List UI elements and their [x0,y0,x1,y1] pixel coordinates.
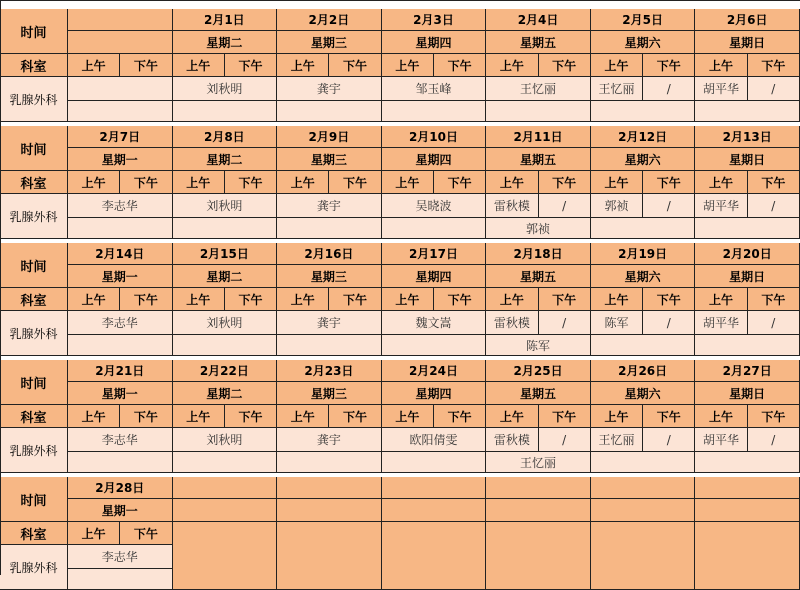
doctor-name: 刘秋明 [173,194,278,218]
doctor-name: 龚宇 [277,311,382,335]
doctor-name: 邹玉峰 [382,77,487,101]
pm-label: 下午 [748,405,800,428]
weekday-cell: 星期一 [68,148,173,171]
weekday-cell: 星期六 [591,31,696,54]
pm-label: 下午 [329,288,381,311]
empty-cell [277,335,382,356]
pm-label: 下午 [643,288,695,311]
empty-cell [695,218,800,239]
am-label: 上午 [695,171,747,194]
doctor-name: 欧阳倩雯 [382,428,487,452]
weekday-cell: 星期六 [591,382,696,405]
doctor-name-am: 胡平华 [695,77,747,101]
weekday-cell: 星期四 [382,148,487,171]
pm-label: 下午 [643,405,695,428]
am-label: 上午 [173,405,225,428]
date-cell: 2月1日 [173,9,278,31]
am-label: 上午 [277,54,329,77]
am-label: 上午 [68,288,120,311]
pm-label: 下午 [643,54,695,77]
doctor-name: 李志华 [68,194,173,218]
am-label: 上午 [382,288,434,311]
empty-cell [173,218,278,239]
empty-cell [277,218,382,239]
weekday-cell: 星期日 [695,31,800,54]
slash-pm: / [643,194,695,218]
department-label: 科室 [0,288,68,311]
empty-cell [486,101,591,122]
doctor-name: 龚宇 [277,77,382,101]
date-cell: 2月3日 [382,9,487,31]
doctor-name-am: 胡平华 [695,428,747,452]
doctor-name-am: 雷秋模 [486,194,538,218]
am-label: 上午 [382,405,434,428]
date-cell: 2月11日 [486,126,591,148]
date-cell: 2月14日 [68,243,173,265]
date-cell: 2月20日 [695,243,800,265]
am-label: 上午 [68,171,120,194]
weekday-cell: 星期四 [382,382,487,405]
am-label: 上午 [695,288,747,311]
department-name: 乳腺外科 [0,311,68,356]
slash-pm: / [539,194,591,218]
weekday-cell: 星期四 [382,265,487,288]
am-label: 上午 [173,288,225,311]
empty-cell [382,335,487,356]
pm-label: 下午 [434,288,486,311]
slash-pm: / [643,311,695,335]
date-cell: 2月19日 [591,243,696,265]
pm-label: 下午 [539,171,591,194]
pm-label: 下午 [434,54,486,77]
slash-pm: / [539,311,591,335]
blank-cell [591,499,696,522]
empty-cell [382,101,487,122]
doctor-name: 李志华 [68,311,173,335]
empty-cell [591,335,696,356]
empty-cell [695,335,800,356]
doctor-name-am: 雷秋模 [486,311,538,335]
slash-pm: / [643,428,695,452]
weekday-cell: 星期五 [486,265,591,288]
doctor-name-am: 王忆丽 [591,77,643,101]
blank-cell [173,477,278,499]
pm-label: 下午 [434,171,486,194]
empty-cell [277,101,382,122]
pm-label: 下午 [748,171,800,194]
time-label: 时间 [0,126,68,171]
date-cell: 2月28日 [68,477,173,499]
pm-label: 下午 [434,405,486,428]
am-label: 上午 [486,54,538,77]
date-cell: 2月17日 [382,243,487,265]
pm-label: 下午 [643,171,695,194]
empty-cell [68,101,173,122]
date-cell: 2月5日 [591,9,696,31]
doctor-name-am: 陈军 [591,311,643,335]
date-cell: 2月9日 [277,126,382,148]
empty-cell [68,335,173,356]
slash-pm: / [539,428,591,452]
pm-label: 下午 [225,54,277,77]
department-name: 乳腺外科 [0,428,68,473]
date-cell: 2月16日 [277,243,382,265]
am-label: 上午 [486,405,538,428]
weekday-cell: 星期三 [277,382,382,405]
am-label: 上午 [486,288,538,311]
weekday-cell: 星期六 [591,265,696,288]
empty-cell [591,218,696,239]
slash-pm: / [748,311,800,335]
doctor-name: 刘秋明 [173,428,278,452]
am-label: 上午 [277,288,329,311]
am-label: 上午 [173,171,225,194]
am-label: 上午 [591,171,643,194]
date-cell: 2月6日 [695,9,800,31]
weekday-cell: 星期三 [277,148,382,171]
am-label: 上午 [277,171,329,194]
date-cell: 2月8日 [173,126,278,148]
blank-cell [277,477,382,499]
pm-label: 下午 [539,288,591,311]
am-label: 上午 [591,288,643,311]
pm-label: 下午 [225,405,277,428]
department-name: 乳腺外科 [0,194,68,239]
am-label: 上午 [695,405,747,428]
doctor-name: 魏文嵩 [382,311,487,335]
pm-label: 下午 [329,54,381,77]
empty-cell [173,101,278,122]
doctor-name-am: 王忆丽 [591,428,643,452]
am-label: 上午 [68,54,120,77]
weekday-cell: 星期六 [591,148,696,171]
am-label: 上午 [68,405,120,428]
empty-cell [68,452,173,473]
empty-cell [173,452,278,473]
weekday-cell: 星期一 [68,499,173,522]
blank-cell [695,477,800,499]
date-cell: 2月12日 [591,126,696,148]
doctor-name: 陈军 [486,335,591,356]
pm-label: 下午 [748,54,800,77]
department-name: 乳腺外科 [0,77,68,122]
pm-label: 下午 [225,288,277,311]
date-cell: 2月18日 [486,243,591,265]
weekday-cell: 星期二 [173,382,278,405]
am-label: 上午 [68,522,120,545]
doctor-name: 李志华 [68,428,173,452]
department-label: 科室 [0,522,68,545]
slash-pm: / [748,77,800,101]
blank-cell [382,477,487,499]
weekday-cell: 星期五 [486,382,591,405]
doctor-name: 郭祯 [486,218,591,239]
empty-cell [695,101,800,122]
time-label: 时间 [0,360,68,405]
doctor-name-am: 胡平华 [695,311,747,335]
pm-label: 下午 [748,288,800,311]
pm-label: 下午 [225,171,277,194]
am-label: 上午 [695,54,747,77]
pm-label: 下午 [329,171,381,194]
blank-cell [173,499,278,522]
slash-pm: / [643,77,695,101]
blank-cell [486,477,591,499]
empty-cell [382,218,487,239]
department-label: 科室 [0,171,68,194]
pm-label: 下午 [120,522,172,545]
weekday-cell: 星期五 [486,148,591,171]
date-cell: 2月22日 [173,360,278,382]
department-label: 科室 [0,54,68,77]
pm-label: 下午 [120,405,172,428]
date-cell: 2月26日 [591,360,696,382]
pm-label: 下午 [539,54,591,77]
empty-cell [695,452,800,473]
date-cell: 2月27日 [695,360,800,382]
weekday-cell: 星期日 [695,265,800,288]
am-label: 上午 [382,171,434,194]
pm-label: 下午 [120,54,172,77]
slash-pm: / [748,194,800,218]
weekday-cell: 星期三 [277,31,382,54]
pm-label: 下午 [539,405,591,428]
pm-label: 下午 [329,405,381,428]
slash-pm: / [748,428,800,452]
empty-cell [277,452,382,473]
doctor-name: 王忆丽 [486,77,591,101]
doctor-name: 龚宇 [277,194,382,218]
date-cell: 2月24日 [382,360,487,382]
weekday-cell: 星期一 [68,265,173,288]
date-cell: 2月2日 [277,9,382,31]
blank-cell [695,499,800,522]
department-name: 乳腺外科 [0,545,68,590]
date-cell: 2月15日 [173,243,278,265]
empty-cell [591,101,696,122]
date-cell: 2月10日 [382,126,487,148]
doctor-name: 吴晓波 [382,194,487,218]
doctor-name: 龚宇 [277,428,382,452]
doctor-name-am: 雷秋模 [486,428,538,452]
date-cell: 2月23日 [277,360,382,382]
blank-cell [68,31,173,54]
weekday-cell: 星期三 [277,265,382,288]
empty-cell [382,452,487,473]
doctor-name: 刘秋明 [173,77,278,101]
date-cell: 2月13日 [695,126,800,148]
weekday-cell: 星期二 [173,148,278,171]
blank-cell [68,9,173,31]
weekday-cell: 星期五 [486,31,591,54]
blank-cell [382,499,487,522]
empty-cell [173,335,278,356]
date-cell: 2月25日 [486,360,591,382]
time-label: 时间 [0,9,68,54]
time-label: 时间 [0,477,68,522]
date-cell: 2月21日 [68,360,173,382]
am-label: 上午 [382,54,434,77]
date-cell: 2月7日 [68,126,173,148]
am-label: 上午 [591,405,643,428]
weekday-cell: 星期一 [68,382,173,405]
weekday-cell: 星期日 [695,148,800,171]
date-cell: 2月4日 [486,9,591,31]
pm-label: 下午 [120,171,172,194]
time-label: 时间 [0,243,68,288]
weekday-cell: 星期二 [173,265,278,288]
empty-cell [68,77,173,101]
doctor-name: 刘秋明 [173,311,278,335]
doctor-name: 王忆丽 [486,452,591,473]
pm-label: 下午 [120,288,172,311]
weekday-cell: 星期四 [382,31,487,54]
blank-cell [277,499,382,522]
doctor-name-am: 郭祯 [591,194,643,218]
am-label: 上午 [277,405,329,428]
blank-cell [486,499,591,522]
am-label: 上午 [173,54,225,77]
doctor-name-am: 胡平华 [695,194,747,218]
empty-cell [591,452,696,473]
empty-cell [68,218,173,239]
am-label: 上午 [486,171,538,194]
doctor-name: 李志华 [68,545,173,569]
department-label: 科室 [0,405,68,428]
weekday-cell: 星期二 [173,31,278,54]
am-label: 上午 [591,54,643,77]
weekday-cell: 星期日 [695,382,800,405]
blank-cell [591,477,696,499]
